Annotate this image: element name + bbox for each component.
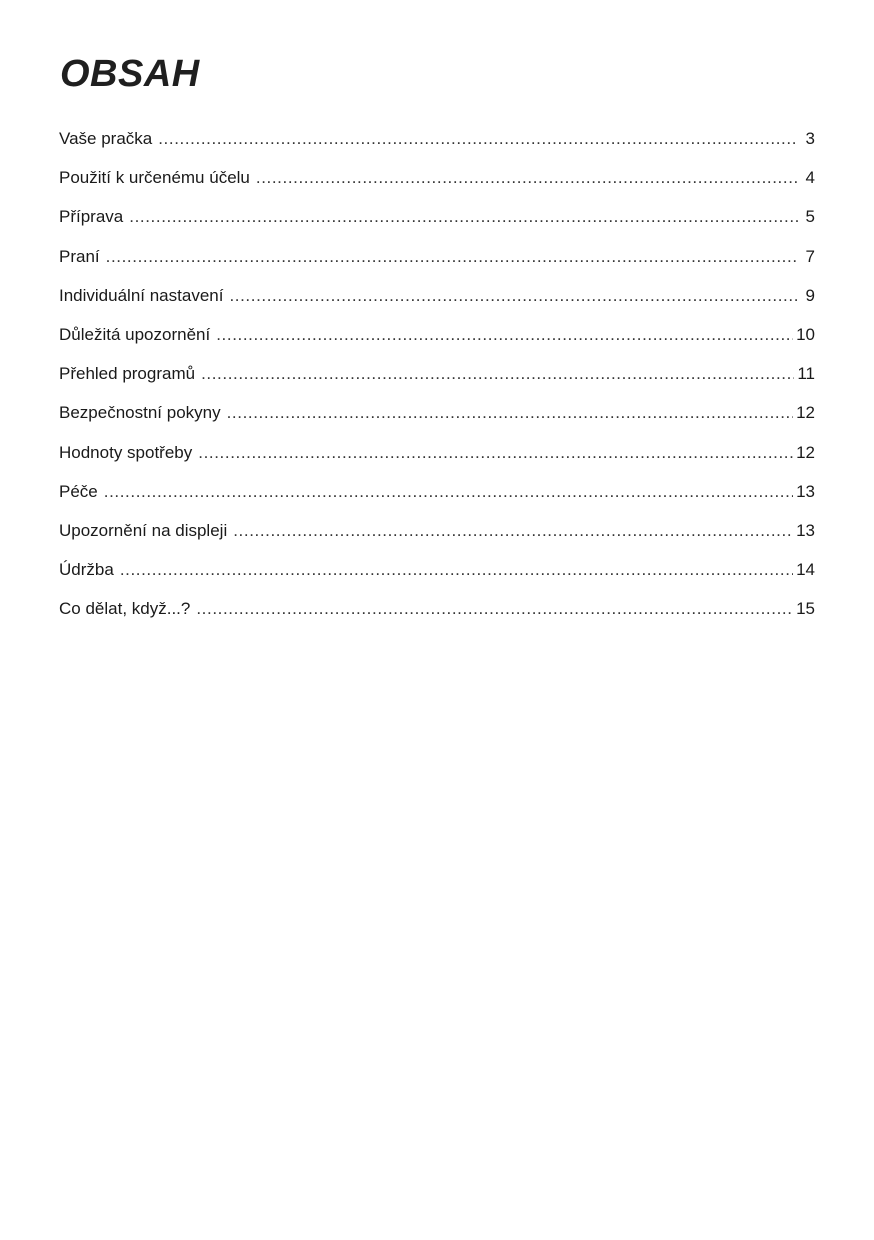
- toc-dot-leader: [104, 479, 793, 505]
- toc-entry: [59, 479, 815, 518]
- toc-entry: [59, 126, 815, 165]
- toc-dot-leader: [233, 518, 793, 544]
- toc-page-number: 7: [805, 246, 815, 266]
- toc-entry-label: Praní: [59, 246, 100, 266]
- toc-page-number: 9: [805, 285, 815, 305]
- toc-entry: [59, 283, 815, 322]
- toc-dot-leader: [201, 361, 794, 387]
- toc-entry-label: Důležitá upozornění: [59, 324, 211, 344]
- toc-entry-label: Vaše pračka: [59, 129, 153, 148]
- toc-dot-leader: [196, 596, 793, 622]
- toc-page-number: 5: [805, 207, 815, 227]
- toc-page-number: 15: [796, 599, 815, 619]
- table-of-contents: [59, 126, 815, 635]
- toc-dot-leader: [198, 440, 793, 466]
- toc-entry-label: Individuální nastavení: [59, 285, 224, 305]
- toc-entry: [59, 361, 815, 400]
- toc-entry: [59, 244, 815, 283]
- toc-dot-leader: [106, 244, 798, 270]
- toc-dot-leader: [129, 204, 798, 230]
- toc-dot-leader: [158, 126, 798, 152]
- toc-dot-leader: [256, 165, 798, 191]
- toc-entry: [59, 557, 815, 596]
- toc-entry-label: Přehled programů: [59, 364, 196, 384]
- toc-page-number: 11: [797, 364, 815, 384]
- toc-entry: [59, 440, 815, 479]
- toc-dot-leader: [120, 557, 793, 583]
- toc-page-number: 14: [796, 560, 815, 580]
- toc-page-number: 13: [796, 481, 815, 501]
- page-title: OBSAH: [60, 53, 200, 95]
- toc-entry-label: Hodnoty spotřeby: [59, 442, 193, 462]
- toc-entry-label: Údržba: [59, 560, 114, 580]
- toc-page-number: 10: [796, 324, 815, 344]
- toc-entry-label: Co dělat, když...?: [59, 599, 191, 619]
- toc-entry-label: Bezpečnostní pokyny: [59, 403, 221, 423]
- toc-page-number: 13: [796, 520, 815, 540]
- toc-entry-label: Péče: [59, 481, 98, 501]
- toc-entry-label: Upozornění na displeji: [59, 520, 228, 540]
- toc-entry: [59, 322, 815, 361]
- toc-entry: [59, 204, 815, 243]
- toc-entry: [59, 165, 815, 204]
- toc-page-number: 12: [796, 442, 815, 462]
- toc-dot-leader: [216, 322, 793, 348]
- toc-entry: [59, 596, 815, 635]
- toc-entry: [59, 518, 815, 557]
- toc-entry: [59, 400, 815, 439]
- toc-dot-leader: [227, 400, 793, 426]
- toc-page-number: 4: [805, 168, 815, 188]
- toc-entry-label: Použití k určenému účelu: [59, 168, 250, 188]
- toc-page-number: 12: [796, 403, 815, 423]
- toc-entry-label: Příprava: [59, 207, 124, 227]
- toc-page-number: 3: [805, 129, 815, 148]
- toc-dot-leader: [229, 283, 798, 309]
